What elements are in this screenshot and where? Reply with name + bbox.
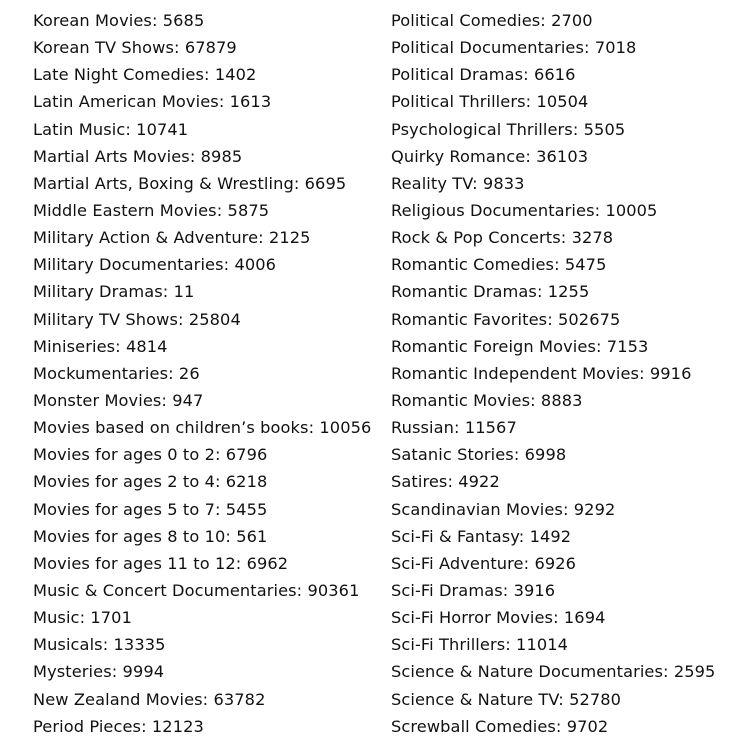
list-item [391,414,741,441]
genre-name: Quirky Romance [391,146,526,166]
genre-name: Psychological Thrillers [391,119,573,139]
list-item [391,278,741,305]
list-item [391,658,741,685]
separator: : [594,200,606,220]
list-item [33,360,383,387]
genre-name: Romantic Movies [391,390,531,410]
separator: : [558,689,570,709]
genre-code: 9916 [649,363,692,383]
genre-code: 2700 [551,11,593,30]
genre-code: 9702 [566,716,609,736]
list-item [391,333,741,360]
genre-name: Religious Documentaries [391,200,595,220]
list-item [33,88,383,115]
genre-name: Period Pieces [33,716,142,736]
separator: : [525,92,537,112]
separator: : [523,553,535,573]
genre-code: 1492 [529,526,572,546]
list-item [391,441,741,468]
list-item [33,604,383,631]
genre-name: Political Thrillers [391,92,526,112]
list-item [391,387,741,414]
list-item [33,658,383,685]
list-item [33,143,383,170]
list-item [391,116,741,143]
list-item [391,550,741,577]
genre-name: Movies for ages 0 to 2 [33,445,215,465]
list-item [391,143,741,170]
list-item [391,496,741,523]
genre-code: 1701 [90,608,132,628]
genre-name: Martial Arts, Boxing & Wrestling [33,173,294,193]
separator: : [595,336,607,356]
genre-name: Military Documentaries [33,255,224,275]
genre-code: 6998 [524,445,567,465]
separator: : [178,309,189,329]
genre-code: 11567 [464,418,517,438]
genre-code: 502675 [558,309,621,329]
genre-code: 26 [178,363,200,383]
genre-name: Mysteries [33,662,112,682]
separator: : [525,146,537,166]
list-item [391,7,741,34]
genre-name: Satires [391,472,448,492]
separator: : [258,228,269,248]
genre-code: 4006 [234,255,277,275]
genre-code: 6796 [225,445,268,465]
separator: : [547,309,558,329]
genre-code: 2595 [673,662,716,682]
list-item [33,7,383,34]
separator: : [214,445,226,465]
genre-name: Military TV Shows [33,309,179,329]
genre-name: Miniseries [33,336,116,356]
genre-code: 10056 [319,418,372,438]
separator: : [216,200,228,220]
list-item [33,468,383,495]
list-item [391,360,741,387]
genre-name: Romantic Foreign Movies [391,336,596,356]
separator: : [189,146,201,166]
genre-name: Romantic Favorites [391,309,548,329]
separator: : [530,390,541,410]
genre-name: Russian [391,418,455,438]
list-item [33,116,383,143]
separator: : [293,173,305,193]
genre-name: Movies for ages 2 to 4 [33,472,215,492]
separator: : [174,38,185,58]
list-item [33,278,383,305]
genre-name: Mockumentaries [33,363,169,383]
separator: : [562,499,574,519]
genre-code: 9292 [573,499,616,519]
list-item [33,197,383,224]
genre-code: 4922 [458,472,500,492]
left-column-list [33,7,383,740]
genre-code: 1613 [229,92,272,112]
genre-code: 6218 [225,472,268,492]
genre-name: Middle Eastern Movies [33,200,217,220]
genre-code: 1402 [214,65,257,85]
genre-name: Sci-Fi Adventure [391,553,524,573]
list-item [391,251,741,278]
genre-name: Political Comedies [391,11,541,30]
genre-name: Korean Movies [33,11,152,30]
list-item [391,224,741,251]
separator: : [151,11,163,30]
genre-name: Movies for ages 11 to 12 [33,553,236,573]
list-item [33,686,383,713]
list-item [33,414,383,441]
separator: : [79,608,91,628]
separator: : [540,11,552,30]
genre-name: Sci-Fi Thrillers [391,635,506,655]
genre-name: Music [33,608,80,628]
list-item [33,34,383,61]
list-item [391,713,741,740]
genre-code: 3278 [571,228,614,248]
list-item [391,34,741,61]
genre-name: Korean TV Shows [33,38,175,58]
genre-code: 3916 [513,580,556,600]
list-item [391,686,741,713]
genre-name: Rock & Pop Concerts [391,228,561,248]
list-item [33,441,383,468]
list-item [391,604,741,631]
genre-code: 4814 [125,336,168,356]
separator: : [308,418,320,438]
genre-code: 10005 [605,200,658,220]
separator: : [518,526,530,546]
separator: : [125,119,137,139]
separator: : [218,92,230,112]
genre-name: Scandinavian Movies [391,499,563,519]
separator: : [141,716,152,736]
list-item [391,197,741,224]
separator: : [111,662,123,682]
separator: : [554,255,565,275]
list-item [33,61,383,88]
genre-code: 67879 [184,38,237,58]
genre-code: 8883 [540,390,583,410]
genre-code: 9994 [122,662,165,682]
genre-name: Latin Music [33,119,126,139]
list-item [33,251,383,278]
separator: : [214,499,226,519]
genre-code: 6616 [533,65,576,85]
separator: : [225,526,237,546]
genre-code: 2125 [268,228,311,248]
separator: : [202,689,214,709]
genre-code: 8985 [200,146,243,166]
genre-code: 5505 [583,119,626,139]
genre-name: Military Action & Adventure [33,228,259,248]
list-item [33,577,383,604]
genre-code: 12123 [151,716,204,736]
list-item [33,333,383,360]
genre-name: Movies for ages 8 to 10 [33,526,226,546]
list-item [391,468,741,495]
genre-name: Musicals [33,635,103,655]
separator: : [296,580,308,600]
separator: : [560,228,572,248]
genre-code: 10504 [536,92,589,112]
genre-code: 7018 [594,38,637,58]
list-item [33,713,383,740]
list-item [391,577,741,604]
separator: : [102,635,114,655]
list-item [391,631,741,658]
genre-code: 1694 [563,608,606,628]
list-item [33,306,383,333]
separator: : [447,472,459,492]
separator: : [161,390,173,410]
separator: : [235,553,247,573]
separator: : [536,282,548,302]
list-item [33,170,383,197]
genre-name: Science & Nature Documentaries [391,662,664,682]
separator: : [502,580,514,600]
genre-code: 36103 [536,146,589,166]
separator: : [168,363,179,383]
separator: : [523,65,534,85]
genre-code: 6962 [246,553,289,573]
list-item [33,550,383,577]
genre-name: Political Dramas [391,65,524,85]
genre-code: 561 [236,526,268,546]
genre-name: Sci-Fi Dramas [391,580,503,600]
genre-name: New Zealand Movies [33,689,203,709]
genre-code: 52780 [569,689,622,709]
genre-name: Latin American Movies [33,92,219,112]
genre-name: Sci-Fi & Fantasy [391,526,519,546]
genre-name: Romantic Dramas [391,282,537,302]
separator: : [214,472,226,492]
genre-name: Late Night Comedies [33,65,205,85]
list-item [391,523,741,550]
genre-code: 5685 [162,11,205,30]
genre-name: Screwball Comedies [391,716,556,736]
list-item [33,631,383,658]
separator: : [553,608,564,628]
genre-code: 7153 [606,336,649,356]
list-item [391,88,741,115]
genre-name: Monster Movies [33,390,162,410]
genre-code: 6695 [304,173,347,193]
list-item [391,306,741,333]
separator: : [204,65,215,85]
genre-code: 5875 [227,200,270,220]
genre-name: Satanic Stories [391,445,514,465]
genre-name: Military Dramas [33,282,163,302]
list-item [33,496,383,523]
genre-name: Sci-Fi Horror Movies [391,608,554,628]
genre-code: 947 [172,390,204,410]
genre-name: Music & Concert Documentaries [33,580,297,600]
separator: : [223,255,235,275]
separator: : [454,418,465,438]
genre-code: 63782 [213,689,266,709]
list-item [33,387,383,414]
genre-name: Movies for ages 5 to 7 [33,499,215,519]
genre-code: 11014 [516,635,569,655]
list-item [33,224,383,251]
separator: : [663,662,674,682]
genre-code: 25804 [188,309,241,329]
genre-name: Science & Nature TV [391,689,559,709]
separator: : [162,282,174,302]
genre-name: Martial Arts Movies [33,146,190,166]
separator: : [505,635,517,655]
genre-name: Romantic Comedies [391,255,555,275]
right-column-list [391,7,741,740]
genre-code: 5475 [564,255,607,275]
genre-name: Romantic Independent Movies [391,363,640,383]
genre-code: 9833 [482,173,525,193]
genre-code: 10741 [136,119,189,139]
genre-code: 1255 [547,282,590,302]
genre-code: 5455 [225,499,268,519]
list-item [391,61,741,88]
separator: : [513,445,525,465]
separator: : [555,716,567,736]
genre-name: Movies based on children’s books [33,418,309,438]
genre-code: 6926 [534,553,577,573]
genre-code: 13335 [113,635,166,655]
separator: : [639,363,650,383]
genre-name: Reality TV [391,173,473,193]
genre-name: Political Documentaries [391,38,585,58]
genre-code: 90361 [307,580,360,600]
separator: : [115,336,126,356]
list-item [391,170,741,197]
genre-code: 11 [173,282,195,302]
list-item [33,523,383,550]
separator: : [584,38,595,58]
separator: : [472,173,483,193]
separator: : [572,119,584,139]
